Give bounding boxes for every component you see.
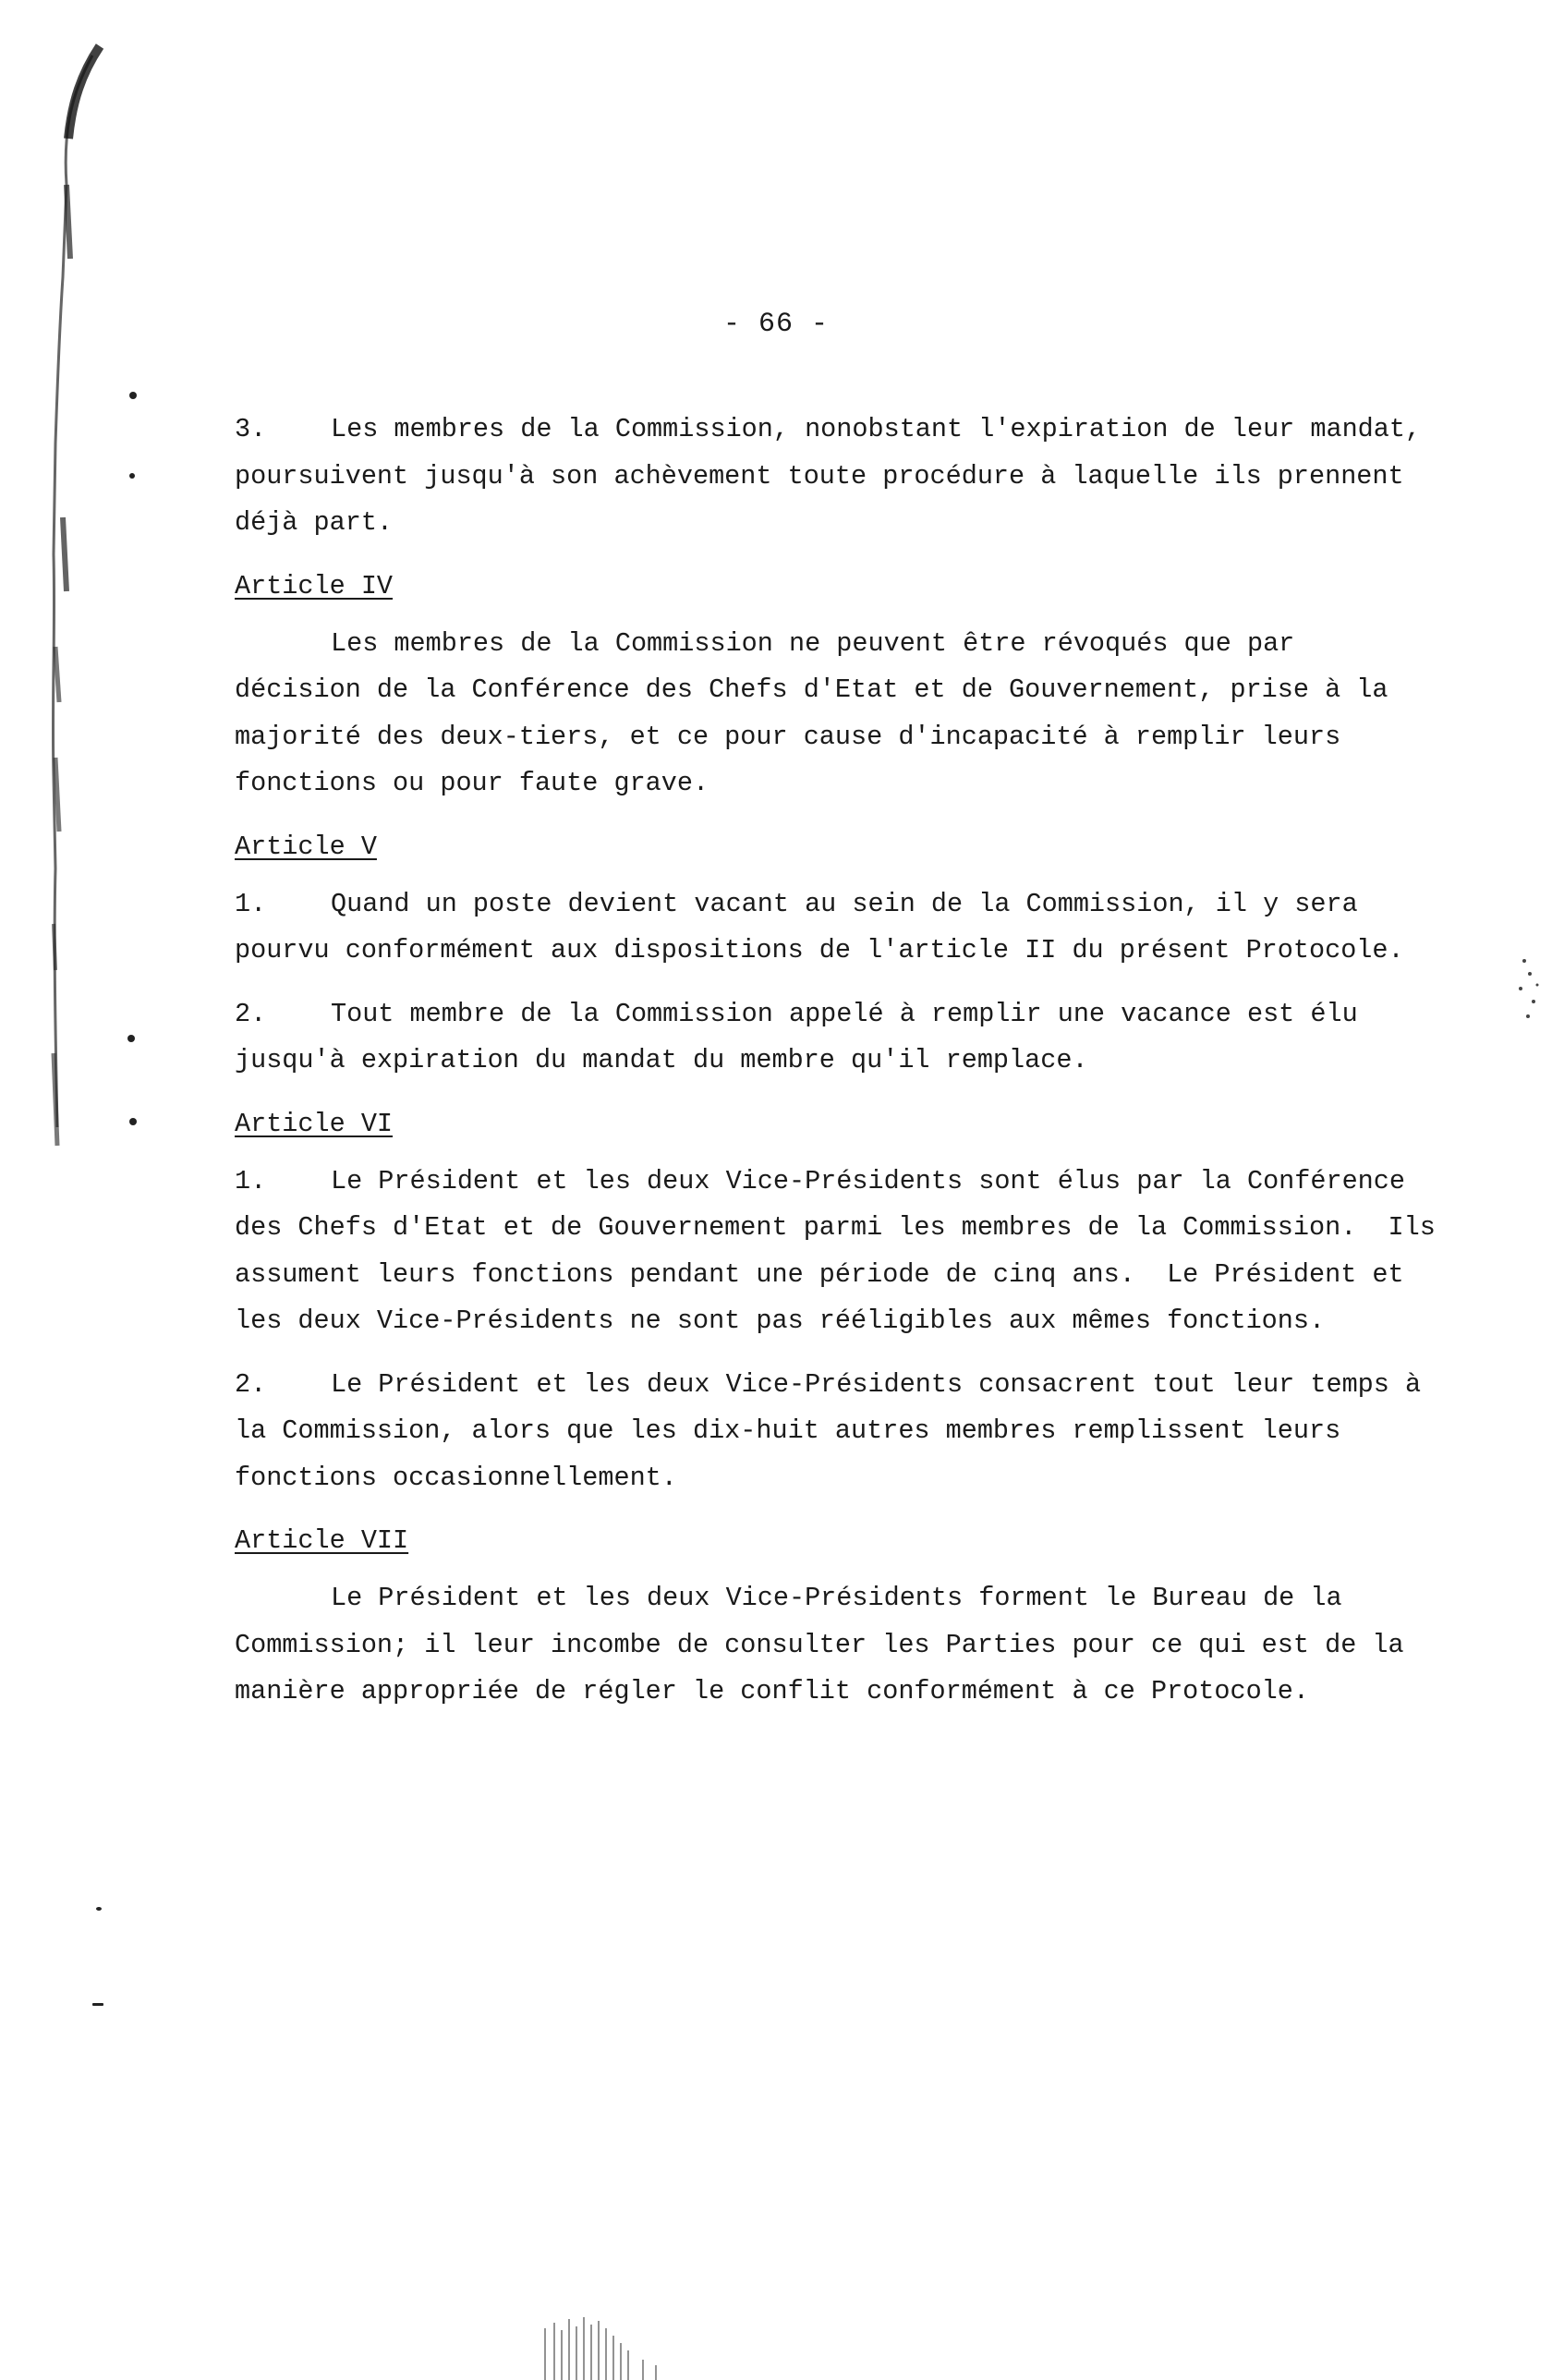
margin-dot — [129, 392, 137, 399]
paragraph-number: 2. — [235, 998, 267, 1029]
paragraph-text: Le Président et les deux Vice-Présidents consacrent tout leur temps à la Commission, alors que les dix-huit autres membres remplissent leurs fonctions occasionnellement. — [235, 1368, 1437, 1493]
paragraph — [235, 1575, 1436, 1716]
paragraph-text: Les membres de la Commission, nonobstant l'expiration de leur mandat, poursuivent jusqu'à son achèvement toute procédure à laquelle ils prennent déjà part. — [235, 414, 1437, 538]
paragraph-number: 1. — [235, 1165, 267, 1196]
article-heading: Article IV — [235, 570, 394, 601]
paragraph-text: Les membres de la Commission ne peuvent être révoqués que par décision de la Conférence des Chefs d'Etat et de Gouvernement, prise à la majorité des deux-tiers, et ce pour cause d'incapacité à remplir leurs fonctions ou pour faute grave. — [235, 627, 1404, 798]
document-body — [235, 407, 1451, 1732]
paragraph-number: 1. — [235, 888, 267, 919]
paragraph — [235, 1362, 1436, 1502]
article-heading: Article VI — [235, 1108, 394, 1139]
margin-dot — [92, 2003, 103, 2006]
margin-dot — [129, 473, 135, 479]
paragraph-text: Le Président et les deux Vice-Présidents sont élus par la Conférence des Chefs d'Etat et de Gouvernement parmi les membres de la Commission. Ils assument leurs fonctions pendant une période de cinq ans. Le Président et les deux Vice-Présidents ne sont pas rééligibles aux mêmes fonctions. — [235, 1165, 1451, 1336]
paragraph-text: Quand un poste devient vacant au sein de la Commission, il y sera pourvu conformément aux dispositions de l'article II du présent Protocole. — [235, 888, 1404, 965]
paragraph-text: Tout membre de la Commission appelé à remplir une vacance est élu jusqu'à expiration du mandat du membre qu'il remplace. — [235, 998, 1374, 1075]
paragraph-text: Le Président et les deux Vice-Présidents forment le Bureau de la Commission; il leur incombe de consulter les Parties pour ce qui est de la manière appropriée de régler le conflit conformément à ce Protocole. — [235, 1583, 1420, 1706]
paragraph — [235, 881, 1436, 975]
margin-dot — [129, 1118, 137, 1125]
scan-edge-artifact — [35, 37, 109, 1220]
paragraph — [235, 621, 1436, 808]
paragraph — [235, 991, 1436, 1085]
scan-right-artifact — [1497, 924, 1552, 1053]
paragraph-number: 2. — [235, 1368, 267, 1400]
margin-dot — [127, 1035, 135, 1042]
article-heading: Article VII — [235, 1525, 409, 1556]
margin-dot — [96, 1907, 102, 1911]
paragraph — [235, 407, 1436, 547]
scan-bottom-artifact — [517, 2310, 739, 2380]
paragraph-number: 3. — [235, 414, 267, 444]
page-number: - 66 - — [722, 309, 830, 340]
article-heading: Article V — [235, 831, 377, 862]
paragraph — [235, 1159, 1451, 1345]
